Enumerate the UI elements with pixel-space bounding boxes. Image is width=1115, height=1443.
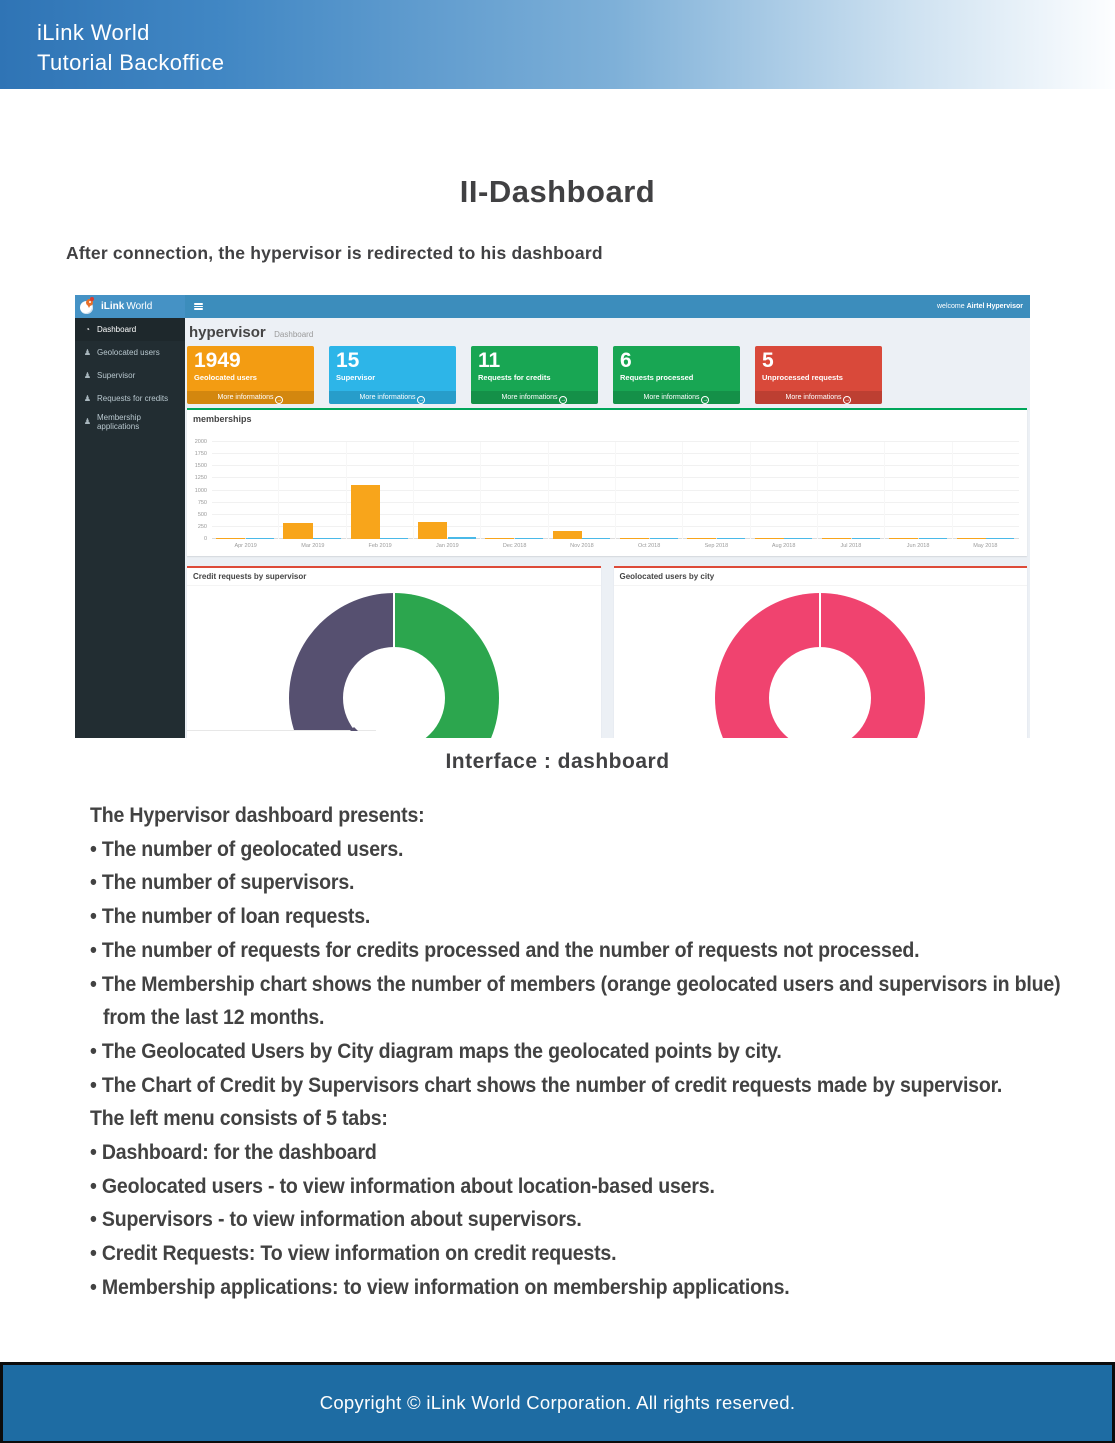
memberships-box-title: memberships xyxy=(193,414,252,424)
stat-card-body xyxy=(471,346,598,391)
body-line: • The number of loan requests. xyxy=(90,905,371,929)
x-tick-label: Nov 2018 xyxy=(570,543,594,549)
hamburger-menu-icon[interactable] xyxy=(194,303,203,310)
bar-supervisors xyxy=(313,538,341,540)
credit-requests-box xyxy=(187,566,601,738)
bar-supervisors xyxy=(515,538,543,540)
x-tick-label: Dec 2018 xyxy=(502,543,527,549)
body-line: • Credit Requests: To view information on credit requests. xyxy=(90,1242,617,1266)
bar-supervisors xyxy=(852,538,880,540)
ilink-logo-icon xyxy=(80,299,96,315)
x-tick-label: Oct 2018 xyxy=(637,543,661,549)
body-line: • The Geolocated Users by City diagram maps the geolocated points by city. xyxy=(90,1039,782,1063)
stat-card-label: Requests for credits xyxy=(478,373,551,382)
donut-credit xyxy=(289,593,499,738)
bar-supervisors xyxy=(986,538,1014,540)
more-informations-link[interactable]: More informations → xyxy=(329,391,456,404)
content-heading xyxy=(189,324,1027,341)
sidebar-item-label: Membership applications xyxy=(96,412,141,431)
bar-supervisors xyxy=(717,538,745,540)
page-footer xyxy=(0,1362,1115,1443)
page-header xyxy=(0,0,1115,89)
sidebar-item-dashboard[interactable] xyxy=(75,318,185,341)
y-tick-label: 250 xyxy=(197,523,207,530)
arrow-circle-icon: → xyxy=(276,396,283,403)
bar-supervisors xyxy=(784,538,812,540)
body-line: • Geolocated users - to view information about location-based users. xyxy=(90,1174,715,1198)
bar-group xyxy=(480,442,547,539)
stat-card xyxy=(471,346,598,404)
body-text xyxy=(90,799,1076,1305)
sidebar-item-membership-applications[interactable] xyxy=(75,410,185,433)
x-tick-label: Feb 2019 xyxy=(368,543,392,549)
more-informations-link[interactable]: More informations → xyxy=(471,391,598,404)
bar-geolocated-users xyxy=(216,538,245,540)
brand-name: iLink World xyxy=(101,301,153,312)
x-tick-label: Jun 2018 xyxy=(906,543,930,549)
stat-card-value: 11 xyxy=(478,349,501,372)
stat-card-value: 5 xyxy=(762,349,774,372)
bar-geolocated-users xyxy=(283,523,312,539)
donut-divider xyxy=(819,593,821,648)
sidebar-item-label: Geolocated users xyxy=(97,348,160,357)
bar-geolocated-users xyxy=(889,538,918,540)
stat-card-body xyxy=(755,346,882,391)
body-line: • Dashboard: for the dashboard xyxy=(90,1141,377,1165)
header-line1: iLink World xyxy=(37,20,150,45)
x-tick-label: May 2018 xyxy=(973,543,998,549)
stat-card-value: 15 xyxy=(336,349,360,372)
body-line: • The number of geolocated users. xyxy=(90,837,404,861)
sidebar-menu xyxy=(75,318,185,738)
bar-group xyxy=(278,442,345,539)
topbar xyxy=(185,295,1030,318)
bar-group xyxy=(212,442,278,539)
stat-card xyxy=(187,346,314,404)
x-tick-label: Mar 2019 xyxy=(301,543,325,549)
y-tick-label: 1250 xyxy=(194,475,207,482)
x-tick-label: Jan 2019 xyxy=(436,543,459,549)
bar-group xyxy=(413,442,480,539)
bar-geolocated-users xyxy=(351,485,380,539)
bar-supervisors xyxy=(448,537,476,539)
body-line: from the last 12 months. xyxy=(103,1006,325,1030)
stat-card-body xyxy=(187,346,314,391)
arrow-circle-icon: → xyxy=(844,396,851,403)
memberships-plot xyxy=(212,442,1019,539)
bar-group xyxy=(952,442,1019,539)
dashboard-content xyxy=(185,318,1030,738)
y-tick-label: 500 xyxy=(197,511,207,518)
page-title: II-Dashboard xyxy=(459,174,656,209)
stat-card xyxy=(329,346,456,404)
body-line: • The number of supervisors. xyxy=(90,871,355,895)
x-tick-label: Jul 2018 xyxy=(840,543,862,549)
welcome-user-link[interactable]: welcome Airtel Hypervisor xyxy=(937,303,1023,310)
body-line: • The Membership chart shows the number of members (orange geolocated users and supervisors in blue) xyxy=(90,972,1061,996)
bar-supervisors xyxy=(582,538,610,540)
sidebar-item-requests-for-credits[interactable] xyxy=(75,387,185,410)
sidebar-item-geolocated-users[interactable] xyxy=(75,341,185,364)
more-informations-link[interactable]: More informations → xyxy=(613,391,740,404)
body-line: • Membership applications: to view information on membership applications. xyxy=(90,1275,790,1299)
body-line: The left menu consists of 5 tabs: xyxy=(90,1107,388,1131)
body-line: • The number of requests for credits processed and the number of requests not processed. xyxy=(90,938,920,962)
body-line: • Supervisors - to view information about supervisors. xyxy=(90,1208,582,1232)
bar-geolocated-users xyxy=(822,538,851,540)
bar-supervisors xyxy=(380,538,408,540)
bar-group xyxy=(884,442,951,539)
y-tick-label: 2000 xyxy=(194,439,207,445)
screenshot-caption: Interface : dashboard xyxy=(445,750,670,773)
bar-group xyxy=(682,442,749,539)
bar-geolocated-users xyxy=(485,538,514,540)
gauge-icon: ◔ xyxy=(85,325,90,334)
bar-supervisors xyxy=(650,538,678,540)
sidebar-item-supervisor[interactable] xyxy=(75,364,185,387)
stat-card xyxy=(755,346,882,404)
stat-cards xyxy=(187,346,1027,404)
arrow-circle-icon: → xyxy=(560,396,567,403)
bar-group xyxy=(750,442,817,539)
breadcrumb: Dashboard xyxy=(274,330,314,339)
stat-card-label: Requests processed xyxy=(620,373,694,382)
stat-card-value: 6 xyxy=(620,349,632,372)
donut-geo xyxy=(715,593,925,738)
bar-supervisors xyxy=(919,538,947,540)
users-icon: ♟ xyxy=(83,348,92,357)
donut-divider xyxy=(393,593,395,648)
sidebar-item-label: Requests for credits xyxy=(97,394,169,403)
sidebar-item-label: Supervisor xyxy=(97,371,136,380)
x-tick-label: Aug 2018 xyxy=(771,543,796,549)
users-icon: ♟ xyxy=(83,394,92,403)
memberships-y-axis xyxy=(193,439,210,542)
stat-card-label: Unprocessed requests xyxy=(762,373,843,382)
x-tick-label: Sep 2018 xyxy=(704,543,729,549)
chart-tooltip-remnant xyxy=(187,730,376,738)
sidebar-item-label: Dashboard xyxy=(97,325,137,334)
stat-card-label: Geolocated users xyxy=(194,373,257,382)
y-tick-label: 0 xyxy=(203,536,207,542)
credit-requests-box-title: Credit requests by supervisor xyxy=(187,568,601,586)
donut-hole xyxy=(769,647,871,738)
donut-hole xyxy=(343,647,445,738)
bar-group xyxy=(548,442,615,539)
geolocated-users-box xyxy=(614,566,1028,738)
bar-geolocated-users xyxy=(957,538,986,540)
dashboard-screenshot xyxy=(75,295,1030,738)
x-tick-label: Apr 2019 xyxy=(234,543,257,549)
bar-group xyxy=(346,442,413,539)
body-line: • The Chart of Credit by Supervisors chart shows the number of credit requests made by supervisor. xyxy=(90,1073,1003,1097)
memberships-box xyxy=(187,408,1027,556)
users-icon: ♟ xyxy=(83,371,92,380)
bar-geolocated-users xyxy=(755,538,784,540)
arrow-circle-icon: → xyxy=(702,396,709,403)
header-line2: Tutorial Backoffice xyxy=(37,50,225,75)
bar-geolocated-users xyxy=(620,538,649,540)
memberships-chart xyxy=(193,430,1019,552)
stat-card xyxy=(613,346,740,404)
content-title: hypervisor xyxy=(189,324,266,341)
bar-geolocated-users xyxy=(418,522,447,539)
brand-logo-link[interactable] xyxy=(75,295,185,318)
stat-card-value: 1949 xyxy=(194,349,241,372)
y-tick-label: 1000 xyxy=(194,487,207,494)
users-icon: ♟ xyxy=(83,417,92,426)
bar-group xyxy=(817,442,884,539)
bar-group xyxy=(615,442,682,539)
arrow-circle-icon: → xyxy=(418,396,425,403)
stat-card-label: Supervisor xyxy=(336,373,376,382)
y-tick-label: 1500 xyxy=(194,463,207,470)
y-tick-label: 1750 xyxy=(194,451,207,458)
geolocated-users-box-title: Geolocated users by city xyxy=(614,568,1028,586)
more-informations-link[interactable]: More informations → xyxy=(755,391,882,404)
stat-card-body xyxy=(329,346,456,391)
memberships-bars xyxy=(212,442,1019,539)
y-tick-label: 750 xyxy=(197,499,207,506)
charts-row xyxy=(187,566,1027,738)
bar-geolocated-users xyxy=(553,531,582,539)
bar-geolocated-users xyxy=(687,538,716,540)
intro-text: After connection, the hypervisor is redirected to his dashboard xyxy=(66,243,603,263)
username: Airtel Hypervisor xyxy=(966,303,1023,310)
bar-supervisors xyxy=(246,538,274,540)
stat-card-body xyxy=(613,346,740,391)
body-line: The Hypervisor dashboard presents: xyxy=(90,804,425,827)
memberships-x-axis xyxy=(212,541,1019,552)
more-informations-link[interactable]: More informations → xyxy=(187,391,314,404)
copyright-text: Copyright © iLink World Corporation. All rights reserved. xyxy=(319,1392,796,1413)
